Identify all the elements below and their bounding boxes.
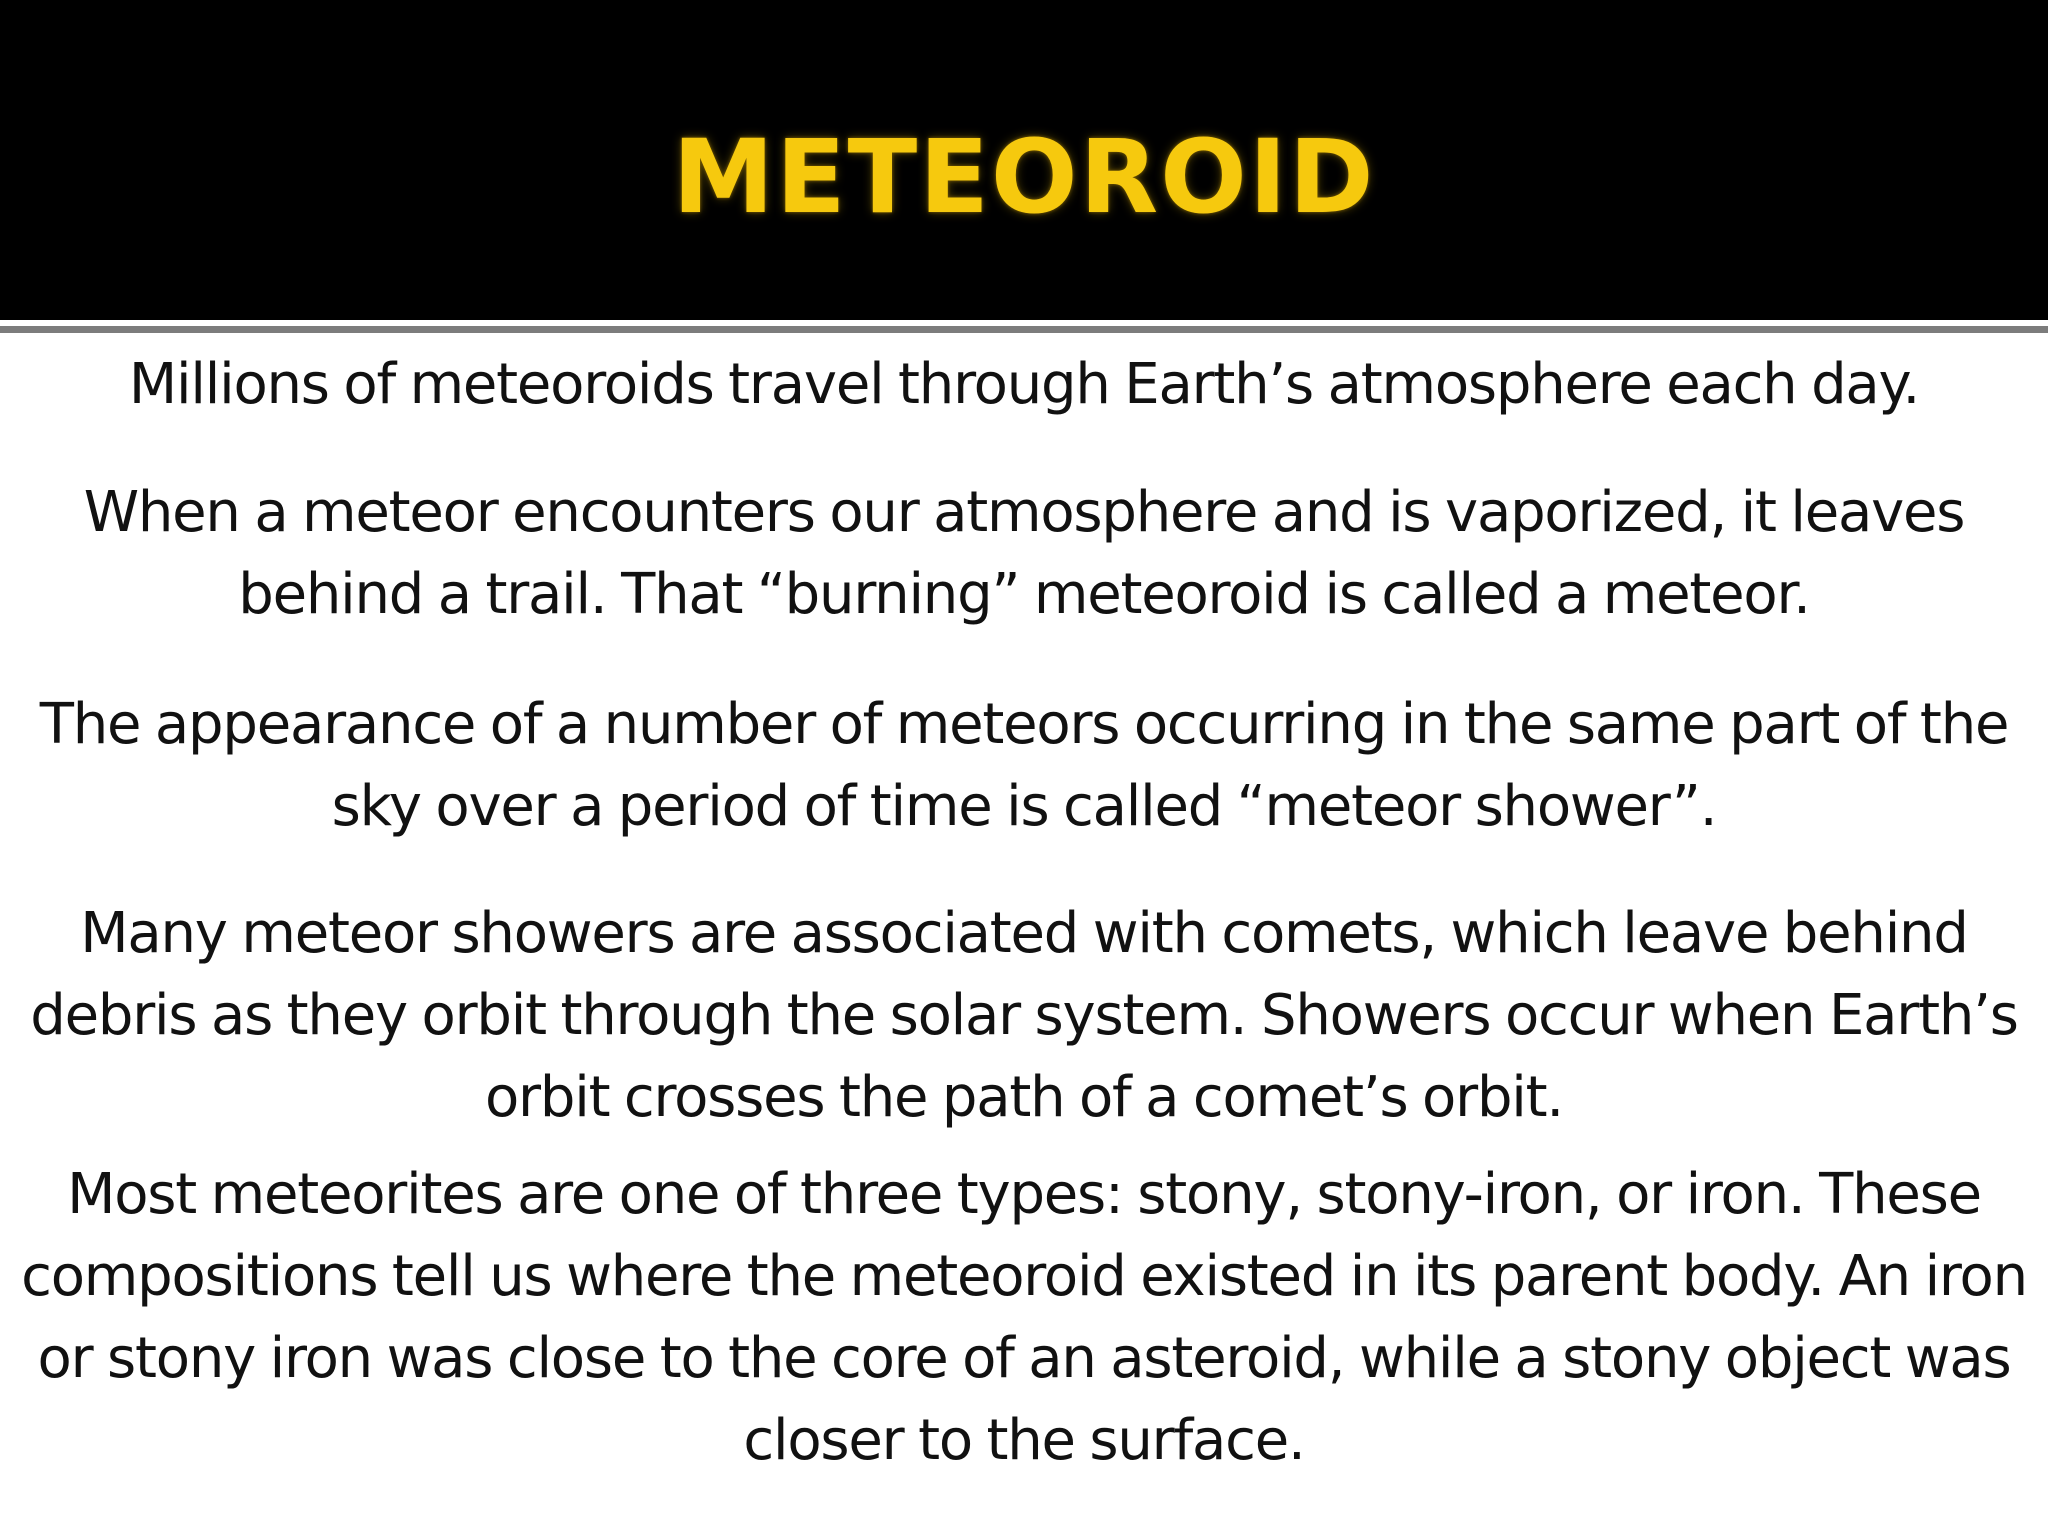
paragraph-meteor-definition: When a meteor encounters our atmosphere and is vaporized, it leaves behind a trail. That “burning” meteoroid is called a meteor. <box>83 480 1965 627</box>
paragraph-meteoroids-daily: Millions of meteoroids travel through Earth’s atmosphere each day. <box>128 352 1920 417</box>
paragraph-comets: Many meteor showers are associated with comets, which leave behind debris as they orbit through the solar system. Showers occur when Earth’s orbit crosses the path of a comet’s orbit. <box>30 901 2018 1130</box>
slide-title: METEOROID <box>672 118 1376 237</box>
paragraph-meteorite-types: Most meteorites are one of three types: stony, stony-iron, or iron. These compositions tell us where the meteoroid existed in its parent body. An iron or stony iron was close to the core of an asteroid, while a stony object was closer to the surface. <box>21 1162 2027 1473</box>
paragraph-meteor-shower: The appearance of a number of meteors occurring in the same part of the sky over a period of time is called “meteor shower”. <box>39 692 2009 839</box>
